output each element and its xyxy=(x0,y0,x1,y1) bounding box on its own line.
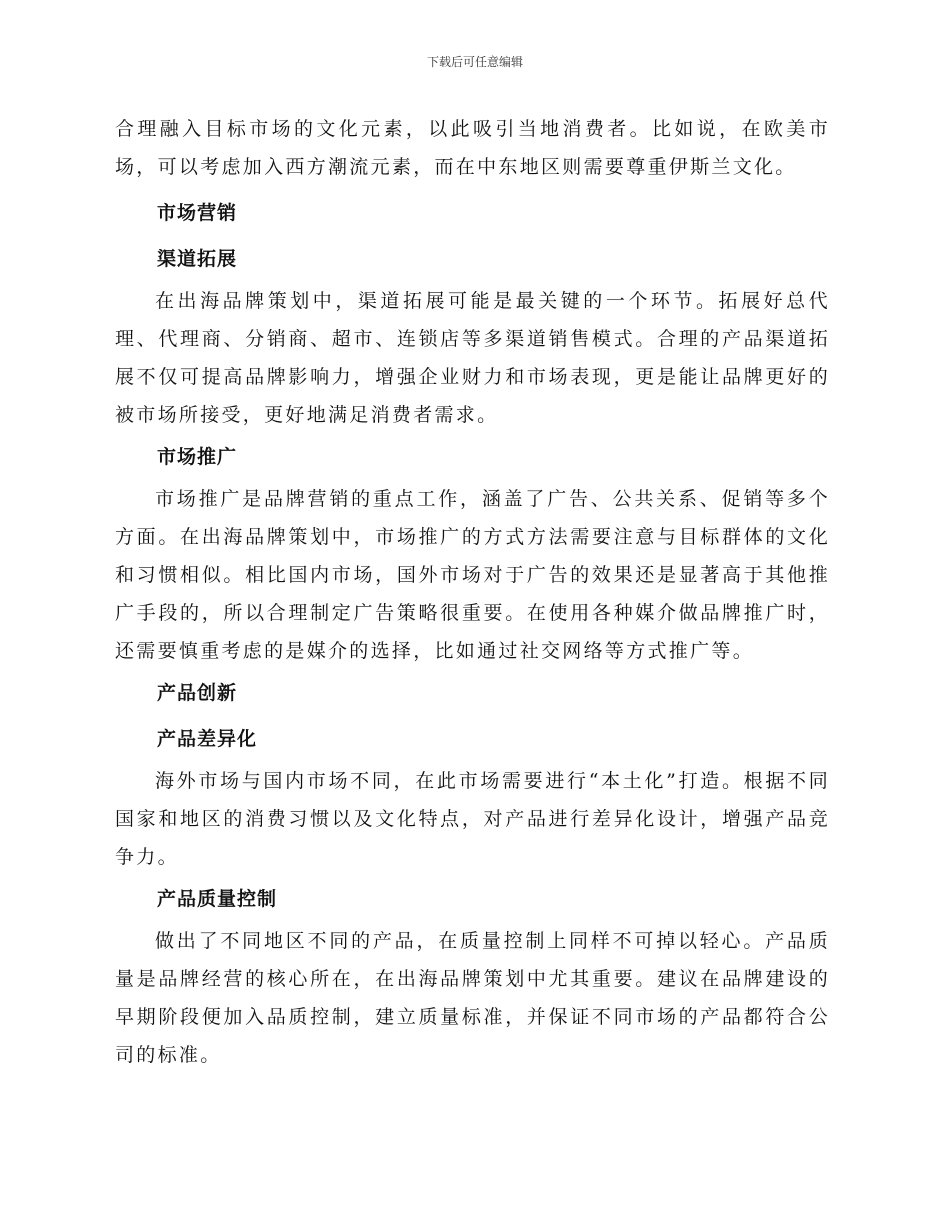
heading-product-innovation: 产品创新 xyxy=(157,682,238,704)
page-header: 下载后可任意编辑 xyxy=(426,55,523,69)
paragraph-channel-expansion: 在出海品牌策划中，渠道拓展可能是最关键的一个环节。拓展好总代理、代理商、分销商、超市、连锁店等多渠道销售模式。合理的产品渠道拓展不仅可提高品牌影响力，增强企业财力和市场表现，更是能让品牌更好的被市场所接受，更好地满足消费者需求。 xyxy=(115,290,830,426)
paragraph-cultural-elements: 合理融入目标市场的文化元素，以此吸引当地消费者。比如说，在欧美市场，可以考虑加入西方潮流元素，而在中东地区则需要尊重伊斯兰文化。 xyxy=(115,118,830,178)
heading-channel-expansion: 渠道拓展 xyxy=(157,248,238,270)
heading-market-promotion: 市场推广 xyxy=(157,446,238,468)
heading-quality-control: 产品质量控制 xyxy=(157,888,278,910)
paragraph-quality-control: 做出了不同地区不同的产品，在质量控制上同样不可掉以轻心。产品质量是品牌经营的核心所在，在出海品牌策划中尤其重要。建议在品牌建设的早期阶段便加入品质控制，建立质量标准，并保证不同市场的产品都符合公司的标准。 xyxy=(115,930,830,1066)
heading-market-marketing: 市场营销 xyxy=(157,202,238,224)
paragraph-product-differentiation: 海外市场与国内市场不同，在此市场需要进行“本土化”打造。根据不同国家和地区的消费习惯以及文化特点，对产品进行差异化设计，增强产品竞争力。 xyxy=(115,770,830,868)
heading-product-differentiation: 产品差异化 xyxy=(157,728,258,750)
paragraph-market-promotion: 市场推广是品牌营销的重点工作，涵盖了广告、公共关系、促销等多个方面。在出海品牌策划中，市场推广的方式方法需要注意与目标群体的文化和习惯相似。相比国内市场，国外市场对于广告的效果还是显著高于其他推广手段的，所以合理制定广告策略很重要。在使用各种媒介做品牌推广时，还需要慎重考虑的是媒介的选择，比如通过社交网络等方式推广等。 xyxy=(115,488,830,662)
document-body xyxy=(115,110,830,1074)
